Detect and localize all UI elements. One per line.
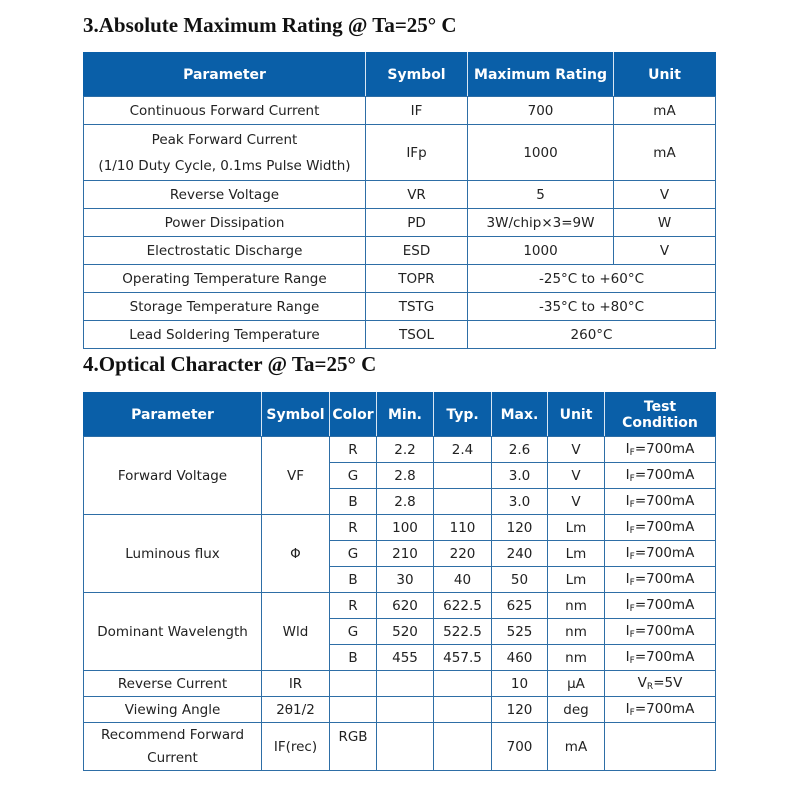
header-min: Min. bbox=[377, 393, 434, 437]
cell-parameter: Dominant Wavelength bbox=[84, 593, 262, 671]
cell-symbol: TSOL bbox=[366, 321, 468, 349]
cell-symbol: PD bbox=[366, 209, 468, 237]
header-test-condition: Test Condition bbox=[605, 393, 716, 437]
cell-unit: W bbox=[614, 209, 716, 237]
cell-parameter: Lead Soldering Temperature bbox=[84, 321, 366, 349]
cell-parameter: Storage Temperature Range bbox=[84, 293, 366, 321]
cell-typ: 110 bbox=[434, 515, 492, 541]
cell-parameter: Operating Temperature Range bbox=[84, 265, 366, 293]
cell-unit: V bbox=[614, 237, 716, 265]
parameter-line-2: Current bbox=[147, 749, 198, 766]
cell-symbol: IFp bbox=[366, 125, 468, 181]
cell-typ: 40 bbox=[434, 567, 492, 593]
cell-unit: V bbox=[614, 181, 716, 209]
condition-value: =700mA bbox=[634, 441, 695, 457]
cell-min: 455 bbox=[377, 645, 434, 671]
cell-color: R bbox=[330, 515, 377, 541]
condition-value: =700mA bbox=[634, 597, 695, 613]
cell-rating: 5 bbox=[468, 181, 614, 209]
cell-symbol: TOPR bbox=[366, 265, 468, 293]
condition-subscript: F bbox=[629, 526, 635, 536]
cell-color bbox=[330, 671, 377, 697]
cell-test-condition bbox=[605, 463, 716, 489]
cell-rating: -35°C to +80°C bbox=[468, 293, 716, 321]
cell-max: 3.0 bbox=[492, 489, 548, 515]
table-row bbox=[84, 321, 716, 349]
parameter-note: (1/10 Duty Cycle, 0.1ms Pulse Width) bbox=[98, 157, 351, 174]
condition-subscript: F bbox=[629, 708, 635, 718]
cell-rating: -25°C to +60°C bbox=[468, 265, 716, 293]
cell-color: G bbox=[330, 619, 377, 645]
cell-max: 3.0 bbox=[492, 463, 548, 489]
cell-typ: 220 bbox=[434, 541, 492, 567]
header-parameter: Parameter bbox=[84, 53, 366, 97]
condition-subscript: F bbox=[629, 552, 635, 562]
cell-symbol: IF(rec) bbox=[262, 723, 330, 771]
cell-test-condition bbox=[605, 697, 716, 723]
cell-symbol: IF bbox=[366, 97, 468, 125]
cell-color: R bbox=[330, 437, 377, 463]
cell-unit: V bbox=[548, 489, 605, 515]
cell-min: 30 bbox=[377, 567, 434, 593]
cell-symbol: Φ bbox=[262, 515, 330, 593]
cell-max: 525 bbox=[492, 619, 548, 645]
optical-character-table bbox=[83, 392, 716, 771]
cell-parameter: Reverse Voltage bbox=[84, 181, 366, 209]
condition-value: =700mA bbox=[634, 545, 695, 561]
cell-test-condition bbox=[605, 437, 716, 463]
condition-subscript: F bbox=[629, 474, 635, 484]
parameter-label: Peak Forward Current bbox=[151, 131, 298, 148]
cell-max: 2.6 bbox=[492, 437, 548, 463]
cell-symbol: VR bbox=[366, 181, 468, 209]
cell-symbol: VF bbox=[262, 437, 330, 515]
cell-parameter bbox=[84, 125, 366, 181]
condition-value: =700mA bbox=[634, 571, 695, 587]
cell-unit: nm bbox=[548, 593, 605, 619]
table-row bbox=[84, 209, 716, 237]
cell-min: 520 bbox=[377, 619, 434, 645]
table-header-row bbox=[84, 53, 716, 97]
header-symbol: Symbol bbox=[262, 393, 330, 437]
condition-subscript: F bbox=[629, 500, 635, 510]
parameter-line-1: Recommend Forward bbox=[100, 726, 245, 743]
cell-rating: 260°C bbox=[468, 321, 716, 349]
cell-color: B bbox=[330, 567, 377, 593]
cell-rating: 1000 bbox=[468, 125, 614, 181]
header-unit: Unit bbox=[614, 53, 716, 97]
cell-typ: 2.4 bbox=[434, 437, 492, 463]
cell-max: 50 bbox=[492, 567, 548, 593]
cell-unit: Lm bbox=[548, 515, 605, 541]
cell-parameter: Continuous Forward Current bbox=[84, 97, 366, 125]
cell-color: RGB bbox=[330, 723, 377, 771]
cell-min bbox=[377, 723, 434, 771]
header-color: Color bbox=[330, 393, 377, 437]
cell-unit: μA bbox=[548, 671, 605, 697]
condition-symbol: I bbox=[625, 493, 630, 509]
cell-typ bbox=[434, 489, 492, 515]
cell-max: 120 bbox=[492, 697, 548, 723]
cell-max: 700 bbox=[492, 723, 548, 771]
cell-min: 210 bbox=[377, 541, 434, 567]
cell-parameter: Forward Voltage bbox=[84, 437, 262, 515]
condition-value: =700mA bbox=[634, 649, 695, 665]
cell-min: 620 bbox=[377, 593, 434, 619]
table-row bbox=[84, 125, 716, 181]
condition-symbol: I bbox=[625, 441, 630, 457]
table-row bbox=[84, 515, 716, 541]
condition-subscript: F bbox=[629, 630, 635, 640]
header-parameter: Parameter bbox=[84, 393, 262, 437]
cell-typ bbox=[434, 671, 492, 697]
condition-value: =700mA bbox=[634, 623, 695, 639]
cell-typ: 522.5 bbox=[434, 619, 492, 645]
cell-test-condition bbox=[605, 567, 716, 593]
condition-symbol: I bbox=[625, 701, 630, 717]
condition-subscript: F bbox=[629, 448, 635, 458]
cell-rating: 1000 bbox=[468, 237, 614, 265]
header-typ: Typ. bbox=[434, 393, 492, 437]
header-symbol: Symbol bbox=[366, 53, 468, 97]
cell-parameter: Reverse Current bbox=[84, 671, 262, 697]
section-4-title: 4.Optical Character @ Ta=25° C bbox=[83, 352, 377, 376]
cell-test-condition bbox=[605, 515, 716, 541]
table-row bbox=[84, 593, 716, 619]
cell-symbol: Wld bbox=[262, 593, 330, 671]
cell-symbol: 2θ1/2 bbox=[262, 697, 330, 723]
header-unit: Unit bbox=[548, 393, 605, 437]
condition-symbol: I bbox=[625, 571, 630, 587]
cell-typ: 622.5 bbox=[434, 593, 492, 619]
cell-unit: mA bbox=[614, 125, 716, 181]
cell-max: 240 bbox=[492, 541, 548, 567]
cell-min: 2.2 bbox=[377, 437, 434, 463]
cell-color: B bbox=[330, 489, 377, 515]
table-row bbox=[84, 237, 716, 265]
cell-test-condition bbox=[605, 541, 716, 567]
cell-unit: mA bbox=[614, 97, 716, 125]
cell-min bbox=[377, 671, 434, 697]
condition-symbol: I bbox=[625, 519, 630, 535]
cell-test-condition bbox=[605, 671, 716, 697]
cell-max: 460 bbox=[492, 645, 548, 671]
section-3-title: 3.Absolute Maximum Rating @ Ta=25° C bbox=[83, 13, 457, 37]
table-row bbox=[84, 437, 716, 463]
cell-color: G bbox=[330, 463, 377, 489]
cell-symbol: TSTG bbox=[366, 293, 468, 321]
cell-test-condition bbox=[605, 489, 716, 515]
cell-test-condition bbox=[605, 619, 716, 645]
condition-subscript: R bbox=[646, 682, 654, 692]
cell-test-condition bbox=[605, 645, 716, 671]
cell-max: 625 bbox=[492, 593, 548, 619]
cell-unit: V bbox=[548, 463, 605, 489]
header-max-rating: Maximum Rating bbox=[468, 53, 614, 97]
cell-typ bbox=[434, 463, 492, 489]
condition-symbol: I bbox=[625, 597, 630, 613]
cell-symbol: IR bbox=[262, 671, 330, 697]
cell-color: B bbox=[330, 645, 377, 671]
cell-parameter bbox=[84, 723, 262, 771]
table-row bbox=[84, 723, 716, 771]
condition-value: =700mA bbox=[634, 701, 695, 717]
cell-typ bbox=[434, 723, 492, 771]
condition-symbol: I bbox=[625, 623, 630, 639]
table-row bbox=[84, 181, 716, 209]
cell-rating: 700 bbox=[468, 97, 614, 125]
absolute-max-rating-table bbox=[83, 52, 716, 349]
table-row bbox=[84, 265, 716, 293]
cell-min: 100 bbox=[377, 515, 434, 541]
cell-typ: 457.5 bbox=[434, 645, 492, 671]
cell-parameter: Luminous flux bbox=[84, 515, 262, 593]
table-row bbox=[84, 293, 716, 321]
condition-subscript: F bbox=[629, 578, 635, 588]
cell-unit: Lm bbox=[548, 541, 605, 567]
condition-symbol: I bbox=[625, 649, 630, 665]
cell-test-condition bbox=[605, 723, 716, 771]
cell-unit: V bbox=[548, 437, 605, 463]
table-row bbox=[84, 697, 716, 723]
cell-unit: nm bbox=[548, 645, 605, 671]
condition-subscript: F bbox=[629, 604, 635, 614]
cell-color bbox=[330, 697, 377, 723]
condition-symbol: I bbox=[625, 545, 630, 561]
cell-color: R bbox=[330, 593, 377, 619]
cell-unit: deg bbox=[548, 697, 605, 723]
cell-unit: Lm bbox=[548, 567, 605, 593]
cell-symbol: ESD bbox=[366, 237, 468, 265]
cell-unit: nm bbox=[548, 619, 605, 645]
condition-symbol: I bbox=[625, 467, 630, 483]
table-row bbox=[84, 97, 716, 125]
cell-parameter: Power Dissipation bbox=[84, 209, 366, 237]
cell-max: 10 bbox=[492, 671, 548, 697]
cell-test-condition bbox=[605, 593, 716, 619]
condition-subscript: F bbox=[629, 656, 635, 666]
cell-rating: 3W/chip×3=9W bbox=[468, 209, 614, 237]
condition-symbol: V bbox=[637, 675, 647, 691]
table-header-row bbox=[84, 393, 716, 437]
condition-value: =5V bbox=[653, 675, 683, 691]
header-max: Max. bbox=[492, 393, 548, 437]
cell-max: 120 bbox=[492, 515, 548, 541]
condition-value: =700mA bbox=[634, 493, 695, 509]
cell-min bbox=[377, 697, 434, 723]
condition-value: =700mA bbox=[634, 467, 695, 483]
cell-typ bbox=[434, 697, 492, 723]
cell-unit: mA bbox=[548, 723, 605, 771]
condition-value: =700mA bbox=[634, 519, 695, 535]
cell-color: G bbox=[330, 541, 377, 567]
cell-min: 2.8 bbox=[377, 489, 434, 515]
cell-parameter: Viewing Angle bbox=[84, 697, 262, 723]
table-row bbox=[84, 671, 716, 697]
cell-min: 2.8 bbox=[377, 463, 434, 489]
cell-parameter: Electrostatic Discharge bbox=[84, 237, 366, 265]
